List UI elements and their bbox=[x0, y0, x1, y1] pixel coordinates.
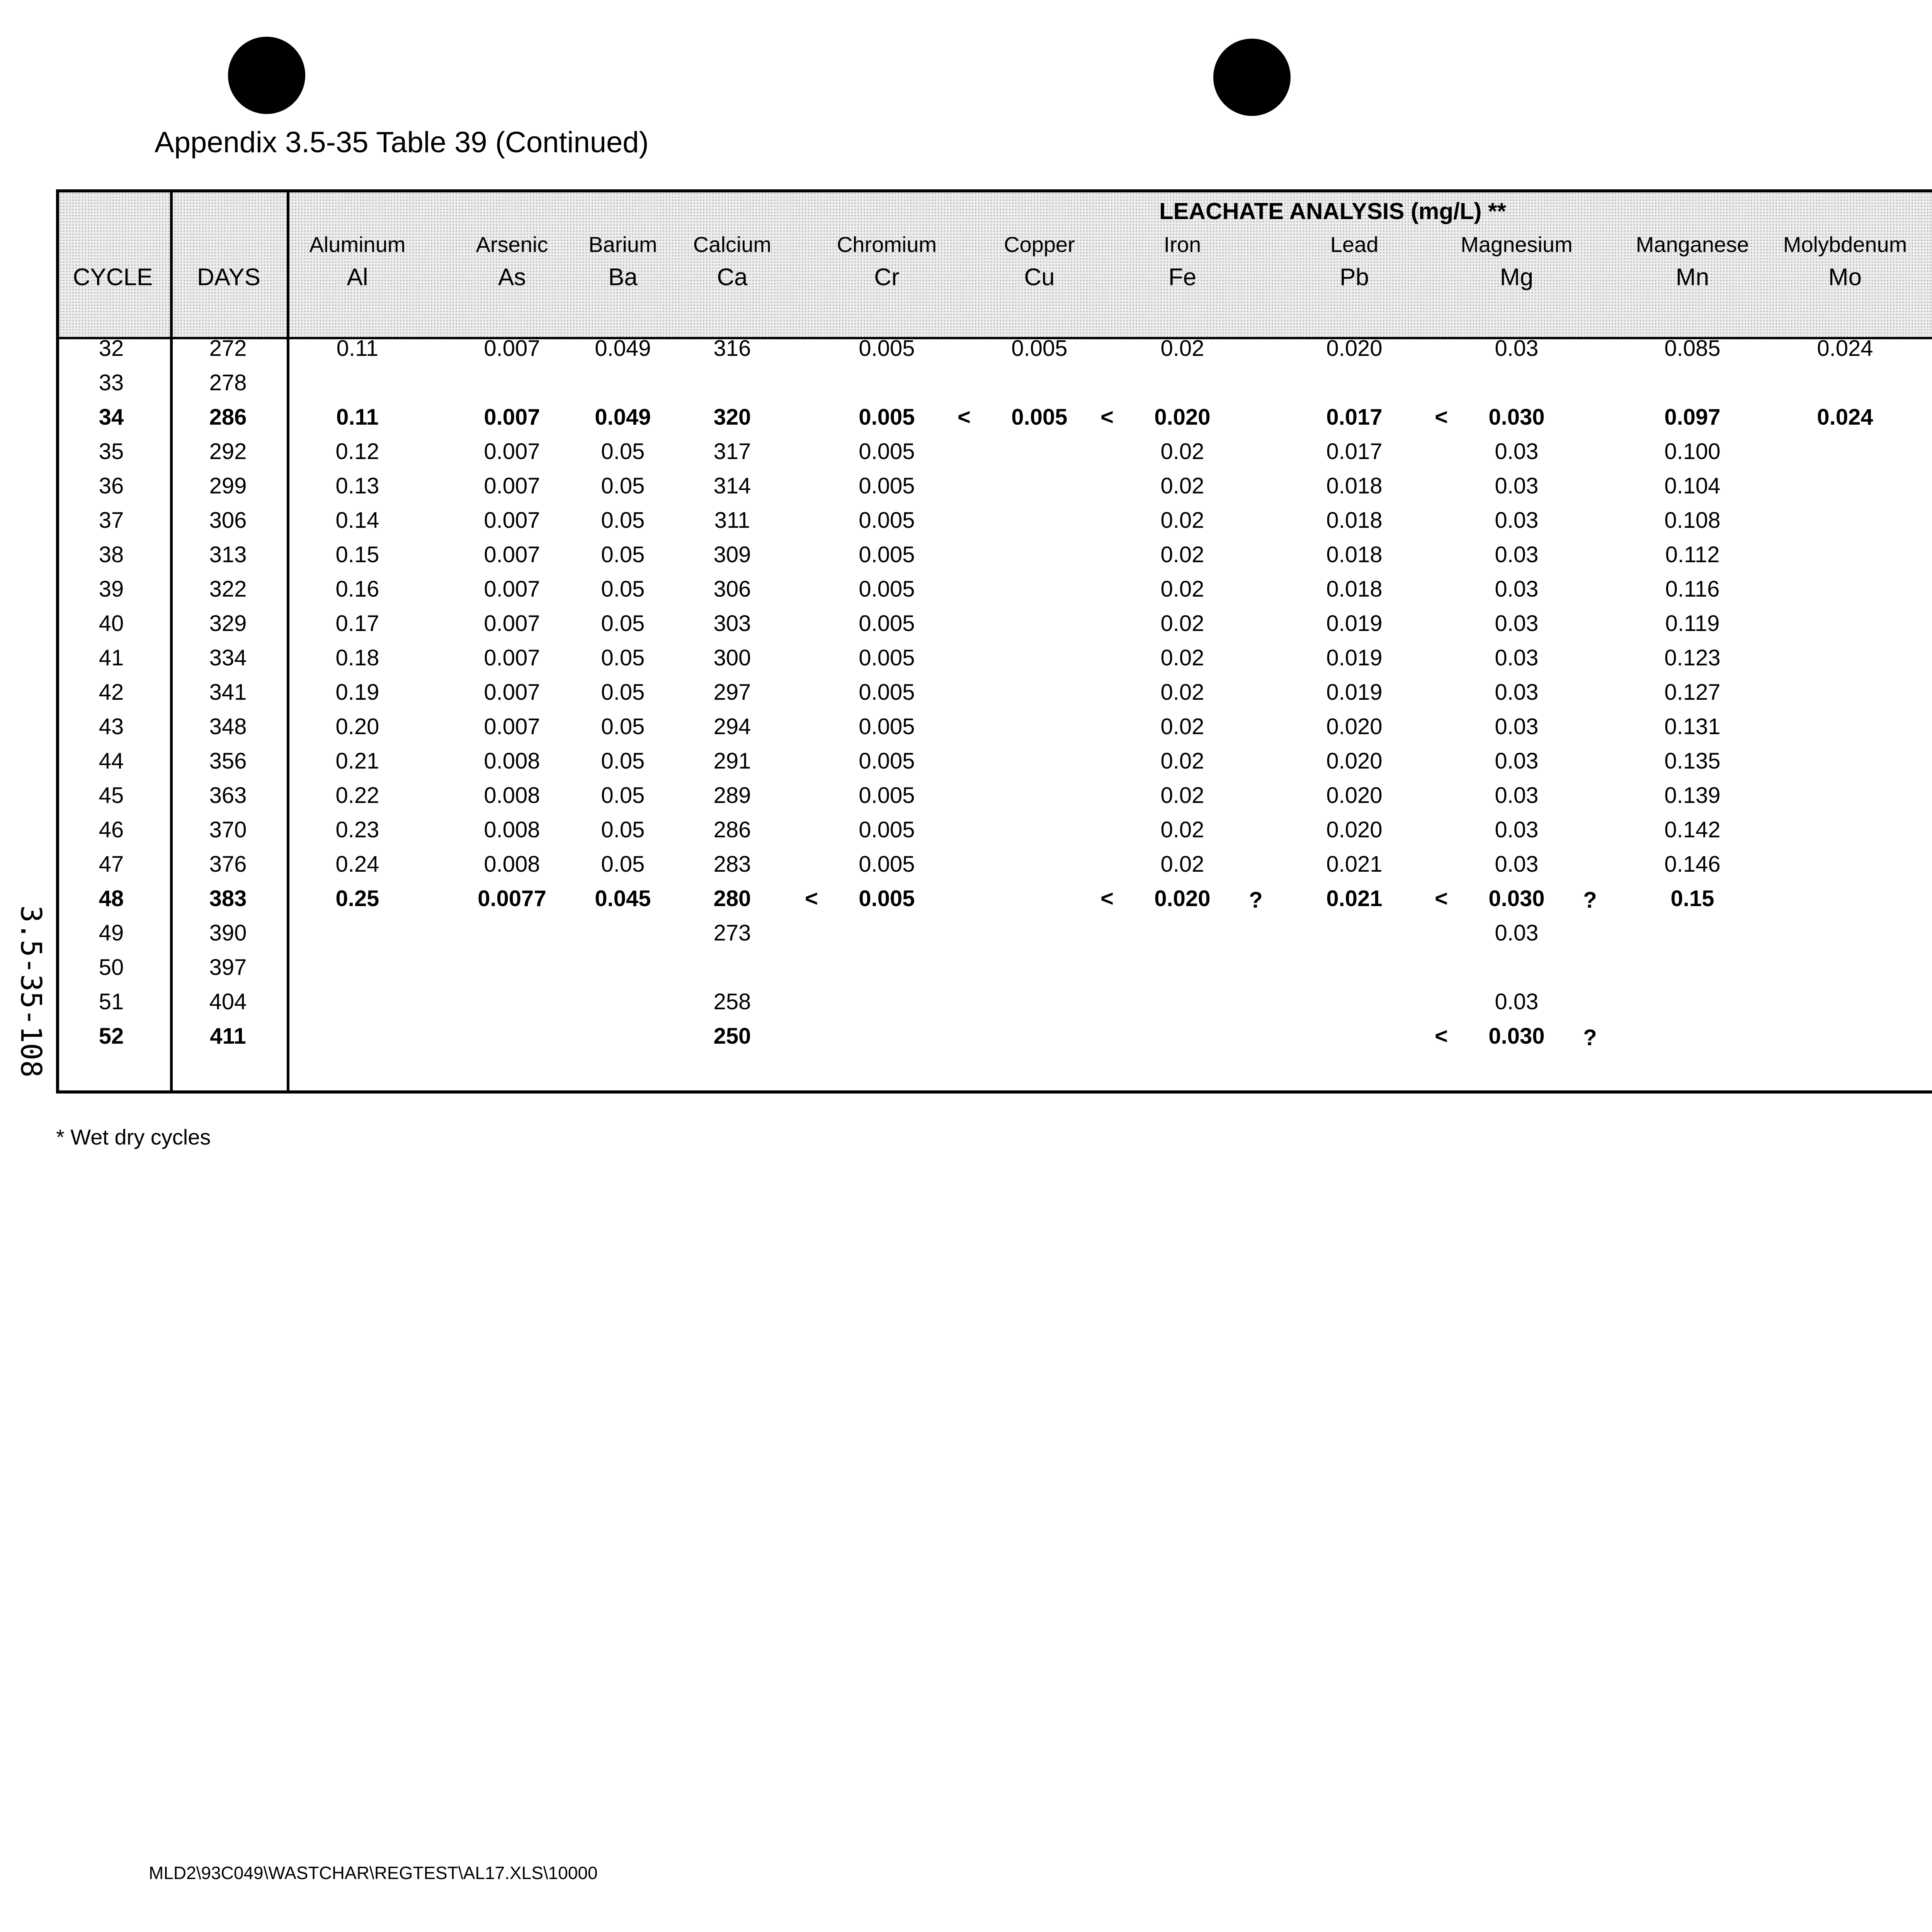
value-cell: 0.03 bbox=[1495, 920, 1539, 946]
value-cell: 0.005 bbox=[859, 645, 915, 670]
value-cell: 0.02 bbox=[1160, 852, 1204, 877]
header-symbol-al: Al bbox=[347, 264, 368, 291]
value-cell: 0.03 bbox=[1495, 748, 1539, 774]
value-cell: 0.007 bbox=[484, 611, 540, 636]
value-cell: 0.085 bbox=[1664, 336, 1721, 361]
value-cell: 0.02 bbox=[1160, 439, 1204, 464]
value-cell: 0.019 bbox=[1326, 645, 1383, 670]
days-cell: 313 bbox=[209, 542, 247, 567]
value-cell: 0.005 bbox=[859, 439, 915, 464]
value-cell: 0.008 bbox=[484, 783, 540, 808]
header-manganese: Manganese bbox=[1636, 232, 1749, 257]
value-cell: 0.018 bbox=[1326, 542, 1383, 567]
value-cell: 0.007 bbox=[484, 405, 540, 430]
value-cell: 0.007 bbox=[484, 577, 540, 602]
value-cell: 0.13 bbox=[335, 473, 379, 498]
value-cell: 289 bbox=[713, 783, 751, 808]
days-cell: 356 bbox=[209, 748, 247, 774]
value-cell: 0.007 bbox=[484, 542, 540, 567]
header-symbol-as: As bbox=[498, 264, 526, 291]
value-cell: 291 bbox=[713, 748, 751, 774]
value-cell: 0.02 bbox=[1160, 611, 1204, 636]
value-cell: 0.008 bbox=[484, 748, 540, 774]
value-cell: 0.03 bbox=[1495, 611, 1539, 636]
value-cell: 0.049 bbox=[595, 405, 651, 430]
value-cell: 0.008 bbox=[484, 817, 540, 842]
header-symbol-mg: Mg bbox=[1500, 264, 1534, 291]
value-cell: 0.005 bbox=[859, 542, 915, 567]
header-copper: Copper bbox=[1004, 232, 1075, 257]
value-cell: 317 bbox=[713, 439, 751, 464]
cycle-cell: 33 bbox=[99, 370, 124, 395]
value-cell: 303 bbox=[713, 611, 751, 636]
value-cell: 0.02 bbox=[1160, 748, 1204, 774]
value-cell: 0.108 bbox=[1664, 508, 1721, 533]
value-cell: 0.02 bbox=[1160, 577, 1204, 602]
column-divider-cycle bbox=[170, 189, 173, 1094]
value-cell: 258 bbox=[713, 989, 751, 1014]
value-cell: 0.005 bbox=[859, 852, 915, 877]
header-molybdenum: Molybdenum bbox=[1783, 232, 1907, 257]
value-cell: 0.131 bbox=[1664, 714, 1721, 739]
cycle-cell: 40 bbox=[99, 611, 124, 636]
value-cell: 0.030 bbox=[1488, 886, 1545, 911]
page-title: Appendix 3.5-35 Table 39 (Continued) bbox=[155, 126, 649, 159]
header-symbol-pb: Pb bbox=[1340, 264, 1369, 291]
value-cell: 0.02 bbox=[1160, 817, 1204, 842]
header-barium: Barium bbox=[588, 232, 657, 257]
cycle-cell: 41 bbox=[99, 645, 124, 670]
value-cell: 309 bbox=[713, 542, 751, 567]
cycle-cell: 48 bbox=[99, 886, 124, 911]
header-symbol-cu: Cu bbox=[1024, 264, 1055, 291]
value-cell: 0.017 bbox=[1326, 439, 1383, 464]
header-chromium: Chromium bbox=[837, 232, 937, 257]
value-cell: 0.03 bbox=[1495, 645, 1539, 670]
value-cell: 0.02 bbox=[1160, 680, 1204, 705]
value-cell: 0.03 bbox=[1495, 336, 1539, 361]
value-cell: 0.005 bbox=[859, 508, 915, 533]
value-cell: 273 bbox=[713, 920, 751, 946]
value-cell: 0.05 bbox=[601, 645, 645, 670]
days-cell: 341 bbox=[209, 680, 247, 705]
header-symbol-cr: Cr bbox=[874, 264, 900, 291]
value-cell: 0.021 bbox=[1326, 886, 1383, 911]
cycle-cell: 47 bbox=[99, 852, 124, 877]
value-cell: 0.03 bbox=[1495, 542, 1539, 567]
value-cell: 0.05 bbox=[601, 680, 645, 705]
cycle-cell: 43 bbox=[99, 714, 124, 739]
value-cell: 0.17 bbox=[335, 611, 379, 636]
days-cell: 286 bbox=[209, 405, 247, 430]
value-cell: 0.049 bbox=[595, 336, 651, 361]
value-cell: 0.02 bbox=[1160, 542, 1204, 567]
question-mark: ? bbox=[1249, 888, 1263, 913]
value-cell: 0.127 bbox=[1664, 680, 1721, 705]
value-cell: 311 bbox=[714, 508, 750, 533]
value-cell: 0.020 bbox=[1326, 783, 1383, 808]
value-cell: 0.03 bbox=[1495, 473, 1539, 498]
cycle-cell: 35 bbox=[99, 439, 124, 464]
value-cell: 0.100 bbox=[1664, 439, 1721, 464]
value-cell: 0.119 bbox=[1665, 611, 1720, 636]
days-cell: 329 bbox=[209, 611, 247, 636]
value-cell: 0.05 bbox=[601, 714, 645, 739]
value-cell: 0.139 bbox=[1664, 783, 1721, 808]
value-cell: 0.05 bbox=[601, 508, 645, 533]
value-cell: 0.03 bbox=[1495, 680, 1539, 705]
value-cell: 0.018 bbox=[1326, 473, 1383, 498]
days-cell: 278 bbox=[209, 370, 247, 395]
value-cell: 0.123 bbox=[1664, 645, 1721, 670]
value-cell: 0.02 bbox=[1160, 473, 1204, 498]
value-cell: 0.024 bbox=[1817, 405, 1873, 430]
value-cell: 0.005 bbox=[859, 473, 915, 498]
value-cell: 0.005 bbox=[859, 783, 915, 808]
value-cell: 0.05 bbox=[601, 748, 645, 774]
cycle-cell: 49 bbox=[99, 920, 124, 946]
header-symbol-fe: Fe bbox=[1168, 264, 1197, 291]
value-cell: 0.020 bbox=[1326, 817, 1383, 842]
header-symbol-ba: Ba bbox=[608, 264, 638, 291]
value-cell: 0.15 bbox=[335, 542, 379, 567]
cycle-cell: 44 bbox=[99, 748, 124, 774]
value-cell: 0.142 bbox=[1664, 817, 1721, 842]
leachate-title: LEACHATE ANALYSIS (mg/L) ** bbox=[1159, 198, 1506, 224]
column-divider-days bbox=[287, 189, 289, 1094]
value-cell: 0.02 bbox=[1160, 645, 1204, 670]
cycle-cell: 38 bbox=[99, 542, 124, 567]
value-cell: 0.25 bbox=[335, 886, 379, 911]
header-symbol-mo: Mo bbox=[1828, 264, 1862, 291]
less-than-qualifier: < bbox=[1435, 1024, 1448, 1049]
value-cell: 0.05 bbox=[601, 611, 645, 636]
less-than-qualifier: < bbox=[805, 886, 818, 911]
value-cell: 283 bbox=[713, 852, 751, 877]
value-cell: 0.05 bbox=[601, 817, 645, 842]
header-magnesium: Magnesium bbox=[1461, 232, 1573, 257]
days-cell: 397 bbox=[209, 955, 247, 980]
value-cell: 0.104 bbox=[1664, 473, 1721, 498]
value-cell: 0.05 bbox=[601, 577, 645, 602]
value-cell: 0.02 bbox=[1160, 508, 1204, 533]
value-cell: 0.019 bbox=[1326, 680, 1383, 705]
days-cell: 272 bbox=[209, 336, 247, 361]
value-cell: 0.007 bbox=[484, 645, 540, 670]
value-cell: 0.005 bbox=[859, 577, 915, 602]
value-cell: 0.045 bbox=[595, 886, 651, 911]
days-cell: 306 bbox=[209, 508, 247, 533]
value-cell: 0.05 bbox=[601, 542, 645, 567]
value-cell: 0.020 bbox=[1326, 748, 1383, 774]
value-cell: 0.020 bbox=[1326, 336, 1383, 361]
cycle-cell: 50 bbox=[99, 955, 124, 980]
value-cell: 0.005 bbox=[859, 336, 915, 361]
value-cell: 0.135 bbox=[1664, 748, 1721, 774]
leachate-table bbox=[56, 189, 1932, 1094]
value-cell: 0.11 bbox=[336, 336, 379, 361]
value-cell: 0.146 bbox=[1664, 852, 1721, 877]
value-cell: 0.020 bbox=[1154, 886, 1211, 911]
question-mark: ? bbox=[1583, 888, 1597, 913]
cycle-cell: 52 bbox=[99, 1024, 124, 1049]
cycle-cell: 36 bbox=[99, 473, 124, 498]
value-cell: 0.007 bbox=[484, 473, 540, 498]
value-cell: 0.03 bbox=[1495, 439, 1539, 464]
cycle-cell: 39 bbox=[99, 577, 124, 602]
value-cell: 316 bbox=[713, 336, 751, 361]
value-cell: 0.05 bbox=[601, 439, 645, 464]
value-cell: 0.22 bbox=[335, 783, 379, 808]
value-cell: 0.005 bbox=[1011, 336, 1068, 361]
value-cell: 0.24 bbox=[335, 852, 379, 877]
value-cell: 0.116 bbox=[1665, 577, 1720, 602]
value-cell: 300 bbox=[713, 645, 751, 670]
value-cell: 0.03 bbox=[1495, 817, 1539, 842]
value-cell: 0.05 bbox=[601, 852, 645, 877]
value-cell: 286 bbox=[713, 817, 751, 842]
value-cell: 0.20 bbox=[335, 714, 379, 739]
value-cell: 0.14 bbox=[335, 508, 379, 533]
value-cell: 0.005 bbox=[859, 611, 915, 636]
value-cell: 306 bbox=[713, 577, 751, 602]
header-calcium: Calcium bbox=[693, 232, 772, 257]
value-cell: 0.21 bbox=[335, 748, 379, 774]
cycle-cell: 37 bbox=[99, 508, 124, 533]
days-cell: 376 bbox=[209, 852, 247, 877]
value-cell: 0.024 bbox=[1817, 336, 1873, 361]
value-cell: 0.021 bbox=[1326, 852, 1383, 877]
value-cell: 0.03 bbox=[1495, 852, 1539, 877]
value-cell: 0.12 bbox=[335, 439, 379, 464]
less-than-qualifier: < bbox=[1100, 886, 1114, 911]
cycle-cell: 51 bbox=[99, 989, 124, 1014]
less-than-qualifier: < bbox=[1435, 886, 1448, 911]
value-cell: 280 bbox=[713, 886, 751, 911]
value-cell: 0.05 bbox=[601, 473, 645, 498]
value-cell: 0.018 bbox=[1326, 577, 1383, 602]
cycle-cell: 32 bbox=[99, 336, 124, 361]
value-cell: 0.005 bbox=[859, 405, 915, 430]
header-lead: Lead bbox=[1330, 232, 1379, 257]
value-cell: 0.005 bbox=[1011, 405, 1068, 430]
value-cell: 0.02 bbox=[1160, 783, 1204, 808]
value-cell: 0.005 bbox=[859, 680, 915, 705]
less-than-qualifier: < bbox=[957, 405, 971, 430]
cycle-cell: 34 bbox=[99, 405, 124, 430]
value-cell: 0.005 bbox=[859, 817, 915, 842]
value-cell: 0.112 bbox=[1665, 542, 1720, 567]
binder-hole-left bbox=[228, 37, 305, 114]
value-cell: 0.007 bbox=[484, 714, 540, 739]
value-cell: 0.005 bbox=[859, 748, 915, 774]
header-symbol-ca: Ca bbox=[717, 264, 748, 291]
value-cell: 0.005 bbox=[859, 886, 915, 911]
value-cell: 320 bbox=[713, 405, 751, 430]
days-cell: 404 bbox=[209, 989, 247, 1014]
days-cell: 299 bbox=[209, 473, 247, 498]
value-cell: 0.018 bbox=[1326, 508, 1383, 533]
value-cell: 0.03 bbox=[1495, 989, 1539, 1014]
value-cell: 0.03 bbox=[1495, 577, 1539, 602]
value-cell: 0.0077 bbox=[478, 886, 546, 911]
file-path: MLD2\93C049\WASTCHAR\REGTEST\AL17.XLS\10000 bbox=[149, 1863, 598, 1883]
value-cell: 0.007 bbox=[484, 508, 540, 533]
days-cell: 348 bbox=[209, 714, 247, 739]
days-header: DAYS bbox=[197, 264, 261, 291]
header-iron: Iron bbox=[1163, 232, 1201, 257]
header-symbol-mn: Mn bbox=[1675, 264, 1709, 291]
value-cell: 0.020 bbox=[1326, 714, 1383, 739]
value-cell: 0.18 bbox=[335, 645, 379, 670]
cycle-cell: 46 bbox=[99, 817, 124, 842]
days-cell: 370 bbox=[209, 817, 247, 842]
cycle-cell: 45 bbox=[99, 783, 124, 808]
header-arsenic: Arsenic bbox=[476, 232, 548, 257]
footnote: * Wet dry cycles bbox=[56, 1125, 211, 1149]
question-mark: ? bbox=[1583, 1025, 1597, 1050]
header-aluminum: Aluminum bbox=[309, 232, 406, 257]
value-cell: 250 bbox=[713, 1024, 751, 1049]
days-cell: 334 bbox=[209, 645, 247, 670]
value-cell: 0.005 bbox=[859, 714, 915, 739]
value-cell: 0.02 bbox=[1160, 336, 1204, 361]
less-than-qualifier: < bbox=[1100, 405, 1114, 430]
value-cell: 0.05 bbox=[601, 783, 645, 808]
value-cell: 0.008 bbox=[484, 852, 540, 877]
side-page-id: 3.5-35-108 bbox=[14, 905, 48, 1078]
value-cell: 0.03 bbox=[1495, 714, 1539, 739]
value-cell: 0.007 bbox=[484, 680, 540, 705]
days-cell: 411 bbox=[210, 1024, 246, 1049]
value-cell: 0.017 bbox=[1326, 405, 1383, 430]
value-cell: 0.02 bbox=[1160, 714, 1204, 739]
less-than-qualifier: < bbox=[1435, 405, 1448, 430]
value-cell: 0.03 bbox=[1495, 783, 1539, 808]
value-cell: 0.007 bbox=[484, 336, 540, 361]
value-cell: 0.19 bbox=[335, 680, 379, 705]
value-cell: 0.15 bbox=[1670, 886, 1714, 911]
binder-hole-center bbox=[1213, 39, 1291, 116]
value-cell: 0.030 bbox=[1488, 405, 1545, 430]
value-cell: 0.019 bbox=[1326, 611, 1383, 636]
value-cell: 0.020 bbox=[1154, 405, 1211, 430]
value-cell: 0.23 bbox=[335, 817, 379, 842]
value-cell: 0.097 bbox=[1664, 405, 1721, 430]
value-cell: 314 bbox=[713, 473, 751, 498]
value-cell: 0.007 bbox=[484, 439, 540, 464]
days-cell: 292 bbox=[209, 439, 247, 464]
days-cell: 390 bbox=[209, 920, 247, 946]
cycle-cell: 42 bbox=[99, 680, 124, 705]
value-cell: 0.16 bbox=[335, 577, 379, 602]
days-cell: 383 bbox=[209, 886, 247, 911]
days-cell: 322 bbox=[209, 577, 247, 602]
value-cell: 0.03 bbox=[1495, 508, 1539, 533]
cycle-header: CYCLE bbox=[73, 264, 153, 291]
value-cell: 294 bbox=[713, 714, 751, 739]
value-cell: 0.11 bbox=[336, 405, 379, 430]
value-cell: 297 bbox=[713, 680, 751, 705]
days-cell: 363 bbox=[209, 783, 247, 808]
value-cell: 0.030 bbox=[1488, 1024, 1545, 1049]
